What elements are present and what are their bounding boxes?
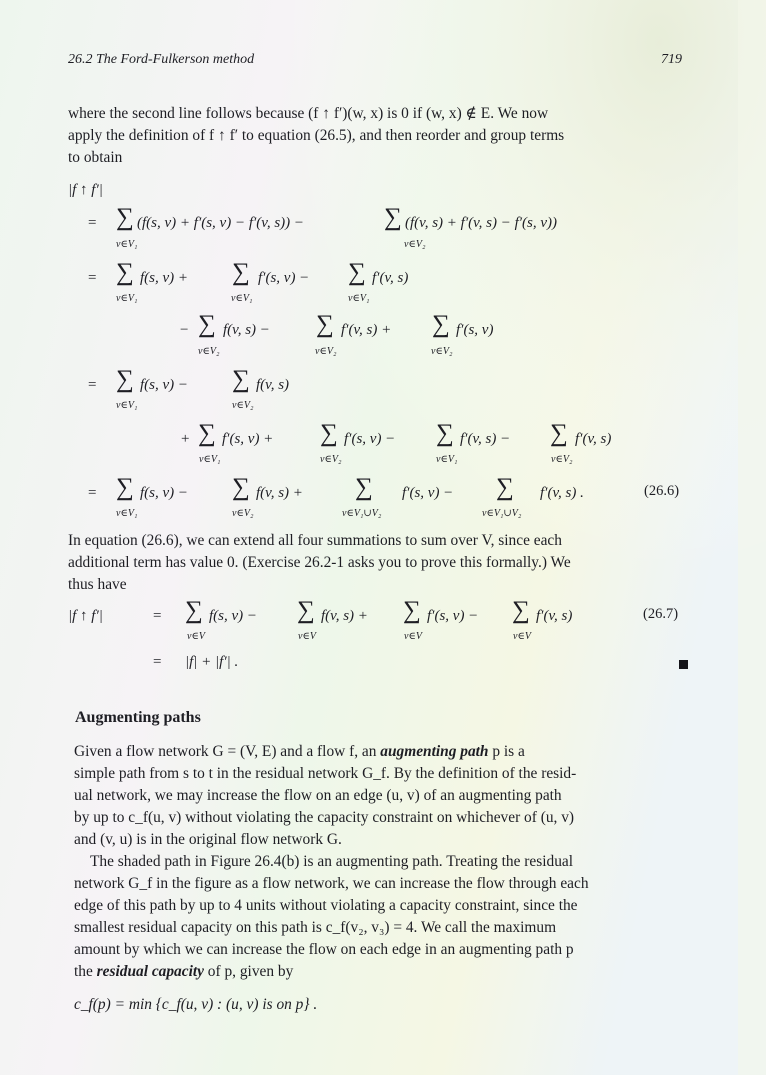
term: f(v, s) + <box>321 608 368 624</box>
term: (f(v, s) + f′(v, s) − f′(s, v)) <box>405 215 558 231</box>
sum-subscript: v∈V₂ <box>315 346 337 357</box>
sum-symbol: ∑ <box>512 597 530 624</box>
term: f(s, v) − <box>140 485 189 501</box>
sum-symbol: ∑ <box>116 204 134 231</box>
paragraph1-line-4: by up to c_f(u, v) without violating the capacity constraint on whichever of (u, v) <box>74 809 575 826</box>
term: f(s, v) − <box>209 608 258 624</box>
equation-number: (26.7) <box>643 606 679 622</box>
term: f′(s, v) <box>456 322 494 338</box>
term: f(s, v) + <box>140 270 189 286</box>
plus-sign: + <box>181 431 190 447</box>
term: f′(s, v) + <box>222 431 274 447</box>
equation-lhs: |f ↑ f′| <box>68 608 103 624</box>
sum-subscript: v∈V₂ <box>198 346 220 357</box>
sum-subscript: v∈V₁ <box>231 293 253 304</box>
sum-subscript: v∈V₂ <box>232 508 254 519</box>
sum-symbol: ∑ <box>232 259 250 286</box>
equation-number: (26.6) <box>644 483 680 499</box>
sum-subscript: v∈V₁ <box>116 239 138 250</box>
middle-line-3: thus have <box>68 576 127 593</box>
paragraph2-line-6: the residual capacity of p, given by <box>74 963 294 980</box>
term: f′(v, s) <box>536 608 573 624</box>
sum-subscript: v∈V <box>187 631 205 642</box>
sum-subscript: v∈V₂ <box>404 239 426 250</box>
term: f′(s, v) − <box>427 608 479 624</box>
sum-subscript: v∈V₂ <box>551 454 573 465</box>
sum-symbol: ∑ <box>232 474 250 501</box>
paragraph2-line-3: edge of this path by up to 4 units without violating a capacity constraint, since the <box>74 897 578 914</box>
sum-subscript: v∈V <box>513 631 531 642</box>
sum-subscript: v∈V₁ <box>116 508 138 519</box>
sum-symbol: ∑ <box>320 420 338 447</box>
term: f′(v, s) <box>372 270 409 286</box>
running-header: 26.2 The Ford-Fulkerson method <box>68 52 255 67</box>
sum-symbol: ∑ <box>185 597 203 624</box>
sum-symbol: ∑ <box>432 311 450 338</box>
term: f(v, s) + <box>256 485 303 501</box>
final-formula: c_f(p) = min {c_f(u, v) : (u, v) is on p} . <box>74 996 318 1013</box>
sum-symbol: ∑ <box>297 597 315 624</box>
paragraph2-line-1: The shaded path in Figure 26.4(b) is an augmenting path. Treating the residual <box>90 853 574 870</box>
sum-subscript: v∈V₂ <box>431 346 453 357</box>
equals-sign: = <box>88 377 97 393</box>
sum-symbol: ∑ <box>403 597 421 624</box>
paragraph2-line-4: smallest residual capacity on this path is c_f(v₂, v₃) = 4. We call the maximum <box>74 919 557 936</box>
sum-subscript: v∈V₂ <box>232 400 254 411</box>
sum-subscript: v∈V₁ <box>348 293 370 304</box>
term: f′(s, v) − <box>402 485 454 501</box>
sum-symbol: ∑ <box>116 366 134 393</box>
sum-subscript: v∈V <box>404 631 422 642</box>
term: f′(s, v) − <box>258 270 310 286</box>
qed-square-icon <box>679 660 688 669</box>
sum-symbol: ∑ <box>116 259 134 286</box>
term: f(v, s) − <box>223 322 270 338</box>
sum-subscript: v∈V₁ <box>199 454 221 465</box>
sum-subscript: v∈V₁ <box>436 454 458 465</box>
equals-sign: = <box>88 485 97 501</box>
sum-symbol: ∑ <box>198 311 216 338</box>
intro-line-3: to obtain <box>68 149 123 166</box>
intro-line-1: where the second line follows because (f ↑ f′)(w, x) is 0 if (w, x) ∉ E. We now <box>68 105 549 122</box>
paragraph1-line-5: and (v, u) is in the original flow network G. <box>74 831 342 848</box>
equals-sign: = <box>88 215 97 231</box>
page-number: 719 <box>661 52 682 67</box>
sum-symbol: ∑ <box>550 420 568 447</box>
term: f′(v, s) + <box>341 322 392 338</box>
intro-line-2: apply the definition of f ↑ f′ to equation (26.5), and then reorder and group terms <box>68 127 565 144</box>
sum-symbol: ∑ <box>384 204 402 231</box>
term: f′(v, s) − <box>460 431 511 447</box>
sum-symbol: ∑ <box>198 420 216 447</box>
term: f′(v, s) . <box>540 485 584 501</box>
term-augmenting-path: augmenting path <box>380 743 489 760</box>
derivation-lhs: |f ↑ f′| <box>68 182 103 198</box>
middle-line-2: additional term has value 0. (Exercise 26.2-1 asks you to prove this formally.) We <box>68 554 571 571</box>
sum-symbol: ∑ <box>316 311 334 338</box>
sum-symbol: ∑ <box>116 474 134 501</box>
sum-symbol: ∑ <box>436 420 454 447</box>
term-residual-capacity: residual capacity <box>96 963 204 980</box>
sum-subscript: v∈V₁∪V₂ <box>342 508 382 519</box>
term: (f(s, v) + f′(s, v) − f′(v, s)) − <box>137 215 305 231</box>
sum-symbol: ∑ <box>496 474 514 501</box>
term: f′(s, v) − <box>344 431 396 447</box>
paragraph1-line-2: simple path from s to t in the residual network G_f. By the definition of the resid- <box>74 765 577 782</box>
equation-result: |f| + |f′| . <box>185 654 239 670</box>
sum-subscript: v∈V₁ <box>116 293 138 304</box>
sum-subscript: v∈V₁ <box>116 400 138 411</box>
term: f′(v, s) <box>575 431 612 447</box>
minus-sign: − <box>180 322 189 338</box>
sum-subscript: v∈V₂ <box>320 454 342 465</box>
middle-line-1: In equation (26.6), we can extend all four summations to sum over V, since each <box>68 532 562 549</box>
term: f(v, s) <box>256 377 290 393</box>
sum-subscript: v∈V <box>298 631 316 642</box>
sum-subscript: v∈V₁∪V₂ <box>482 508 522 519</box>
paragraph2-line-2: network G_f in the figure as a flow network, we can increase the flow through each <box>74 875 589 892</box>
sum-symbol: ∑ <box>232 366 250 393</box>
term: f(s, v) − <box>140 377 189 393</box>
sum-symbol: ∑ <box>348 259 366 286</box>
equals-sign: = <box>153 654 162 670</box>
equals-sign: = <box>88 270 97 286</box>
paragraph1-line-3: ual network, we may increase the flow on an edge (u, v) of an augmenting path <box>74 787 562 804</box>
paragraph1-line-1: Given a flow network G = (V, E) and a flow f, an augmenting path p is a <box>74 743 525 760</box>
sum-symbol: ∑ <box>355 474 373 501</box>
section-heading: Augmenting paths <box>75 709 201 726</box>
paragraph2-line-5: amount by which we can increase the flow on each edge in an augmenting path p <box>74 941 574 958</box>
equals-sign: = <box>153 608 162 624</box>
